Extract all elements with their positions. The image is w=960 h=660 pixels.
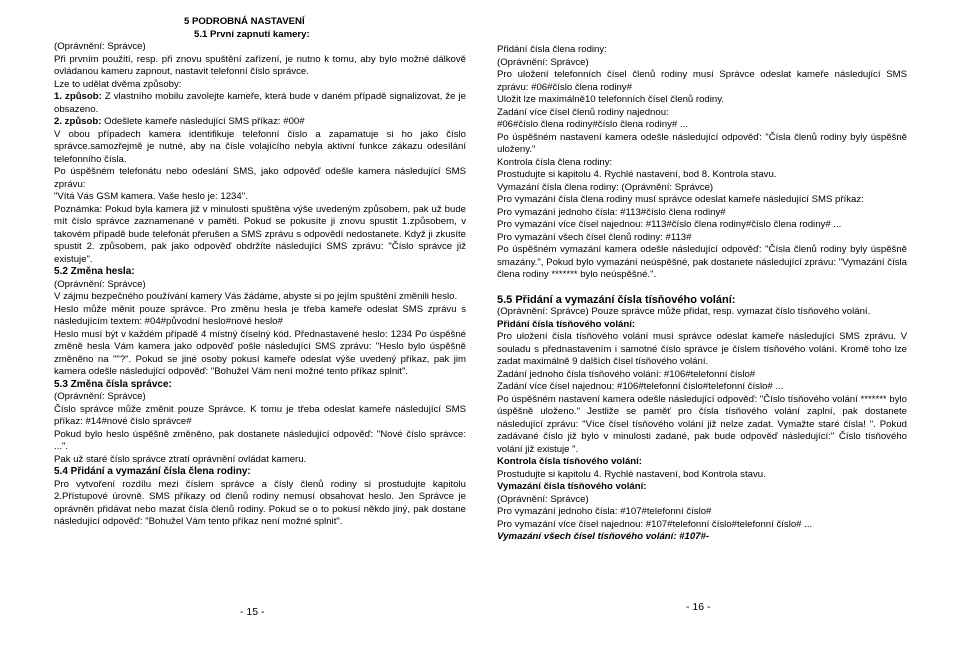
- page-number-right: - 16 -: [686, 601, 711, 613]
- paragraph: Po úspěšném nastavení kamera odešle následující odpověď: "Čísla členů rodiny byly úspěšně uloženy.": [497, 131, 907, 155]
- paragraph: Po úspěšném vymazání kamera odešle následující odpověď: "Čísla členů rodiny byly úspěšně smazány.", Pokud bylo vymazání neúspěšné, pak dostanete následující zprávu: "Vymazání čísla člena rodiny ******* bylo neúspěšné.".: [497, 244, 907, 280]
- method-2-text: Odešlete kameře následující SMS příkaz: #00#: [101, 116, 305, 127]
- paragraph: Zadání více čísel členů rodiny najednou:: [497, 106, 669, 118]
- paragraph: Heslo může měnit pouze správce. Pro změnu hesla je třeba kameře odeslat SMS zprávu s následujícím textem: #04#původní heslo#nové heslo#: [54, 303, 466, 327]
- subheading: Vymazání čísla tísňového volání:: [497, 481, 647, 492]
- right-page-column: [497, 44, 907, 544]
- paragraph: Pokud bylo heslo úspěšně změněno, pak dostanete následující odpověď: "Nové číslo správce: ...".: [54, 428, 466, 452]
- section-5-4-title: 5.4 Přidání a vymazání čísla člena rodiny:: [54, 466, 251, 477]
- subheading: Vymazání všech čísel tísňového volání: #107#-: [497, 531, 710, 542]
- section-5-5-title: 5.5 Přidání a vymazání čísla tísňového volání:: [497, 293, 736, 306]
- subheading: Přidání čísla tísňového volání:: [497, 318, 636, 330]
- note-paragraph: Poznámka: Pokud byla kamera již v minulosti spuštěna výše uvedeným způsobem, pak už bude mít číslo správce zaznamenané v paměti. Pokud se pokusíte ji znovu spustit 1.způsobem, v takovém případě bude telefonát přerušen a SMS zprávu s odpovědí nedostanete. Když ji zkusíte spustit 2. způsobem, pak jako odpověď obdržíte následující SMS zprávu: "Číslo správce již existuje".: [54, 203, 466, 265]
- paragraph: Heslo musí být v každém případě 4 místný číselný kód. Přednastavené heslo: 1234 Po úspěšné změně hesla Vám kamera jako odpověď pošle následující SMS zprávu: "Heslo bylo úspěšně změněno na ""?". Pokud se jiné osoby pokusí kameře odeslat výše uvedený příkaz, pak jim kamera odešle následující odpověď: "Bohužel Vám není možné tento příkaz splnit".: [54, 328, 466, 377]
- permission-note: (Oprávnění: Správce) Pouze správce může přidat, resp. vymazat číslo tísňového volání.: [497, 306, 871, 317]
- chapter-title: 5 PODROBNÁ NASTAVENÍ: [184, 16, 305, 27]
- paragraph: Zadání více čísel najednou: #106#telefonní číslo#telefonní číslo# ...: [497, 381, 784, 392]
- section-5-3-title: 5.3 Změna čísla správce:: [54, 378, 172, 390]
- paragraph: Pro vytvoření rozdílu mezi číslem správce a čísly členů rodiny si prostudujte kapitolu 2.Přístupové úrovně. SMS příkazy od členů rodiny nemusí obsahovat heslo. Jen Správce je oprávněn přidávat nebo mazat čísla členů rodiny. Pokud se o to pokusí někdo jiný, pak dostane následující odpověď: "Bohužel Vám tento příkaz není možné splnit".: [54, 478, 466, 527]
- permission-note: (Oprávnění: Správce): [54, 278, 146, 290]
- paragraph: Číslo správce může změnit pouze Správce. K tomu je třeba odeslat kameře následující SMS příkaz: #14#nové číslo správce#: [54, 403, 466, 427]
- paragraph: #06#číslo člena rodiny#číslo člena rodiny# ...: [497, 119, 688, 130]
- method-1-paragraph: [54, 91, 466, 116]
- paragraph: Prostudujte si kapitolu 4. Rychlé nastavení, bod Kontrola stavu.: [497, 468, 766, 480]
- paragraph: V obou případech kamera identifikuje telefonní číslo a zapamatuje si ho jako číslo správce.samozřejmě je nutné, aby na čísle volajícího nebyla aktivní funkce zákazu odesílání telefonního čísla.: [54, 128, 466, 165]
- paragraph: Pro vymazání čísla člena rodiny musí správce odeslat kameře následující SMS příkaz:: [497, 194, 864, 205]
- paragraph: Vymazání čísla člena rodiny: (Oprávnění: Správce): [497, 181, 714, 193]
- method-2-label: 2. způsob:: [54, 116, 102, 127]
- paragraph: Pro vymazání všech čísel členů rodiny: #113#: [497, 231, 692, 243]
- section-5-2-title: 5.2 Změna hesla:: [54, 266, 135, 277]
- paragraph: Lze to udělat dvěma způsoby:: [54, 78, 182, 90]
- method-2-paragraph: [54, 116, 466, 129]
- left-page-column: [54, 16, 466, 529]
- subheading: Kontrola čísla tísňového volání:: [497, 456, 642, 467]
- paragraph: Přidání čísla člena rodiny:: [497, 44, 607, 55]
- permission-note: (Oprávnění: Správce): [497, 493, 589, 505]
- paragraph: Pro vymazání jednoho čísla: #113#číslo člena rodiny#: [497, 206, 726, 218]
- section-5-1-title: 5.1 První zapnutí kamery:: [194, 28, 310, 40]
- paragraph: Pro uložení telefonních čísel členů rodiny musí Správce odeslat kameře následující SMS zprávu: #06#číslo člena rodiny#: [497, 69, 907, 93]
- method-1-label: 1. způsob:: [54, 91, 102, 102]
- paragraph: Po úspěšném telefonátu nebo odeslání SMS, jako odpověď odešle kamera následující SMS zprávu:: [54, 166, 466, 190]
- paragraph: "Vítá Vás GSM kamera. Vaše heslo je: 1234".: [54, 191, 248, 202]
- paragraph: Pro uložení čísla tísňového volání musí správce odeslat kameře následující SMS zprávu. V souladu s přednastavením i samotné číslo správce je číslem tísňového volání. Kromě toho lze zadat maximálně 9 dalších čísel tísňového volání.: [497, 331, 907, 367]
- paragraph: Pro vymazání více čísel najednou: #113#číslo člena rodiny#číslo člena rodiny# ...: [497, 219, 842, 230]
- paragraph: Pak už staré číslo správce ztratí oprávnění ovládat kameru.: [54, 453, 307, 465]
- paragraph: Zadání jednoho čísla tísňového volání: #106#telefonní číslo#: [497, 368, 756, 380]
- paragraph: Prostudujte si kapitolu 4. Rychlé nastavení, bod 8. Kontrola stavu.: [497, 169, 777, 180]
- permission-note: (Oprávnění: Správce): [54, 391, 146, 402]
- paragraph: Po úspěšném nastavení kamera odešle následující odpověď: "Číslo tísňového volání ******* bylo úspěšně uloženo." Jestliže se paměť pro čísla tísňového volání zaplní, pak dostanete následující zprávu: "Více čísel tísňového volání již nelze zadat. Vymažte staré čísla! ". Pokud zadávané číslo již bylo v minulosti zadané, pak bude odpověď následující:" Číslo tísňového volání již existuje ".: [497, 393, 907, 455]
- paragraph: Pro vymazání více čísel najednou: #107#telefonní číslo#telefonní číslo# ...: [497, 518, 813, 530]
- method-1-text: Z vlastního mobilu zavolejte kameře, která bude v daném případě signalizovat, že je obsazeno.: [54, 91, 466, 115]
- paragraph: Kontrola čísla člena rodiny:: [497, 156, 613, 168]
- paragraph: Pro vymazání jednoho čísla: #107#telefonní číslo#: [497, 506, 712, 517]
- paragraph: V zájmu bezpečného používání kamery Vás žádáme, abyste si po jejím spuštění změnili heslo.: [54, 291, 458, 302]
- paragraph: Uložit lze maximálně10 telefonních čísel členů rodiny.: [497, 94, 724, 105]
- permission-note: (Oprávnění: Správce): [54, 41, 146, 52]
- permission-note: (Oprávnění: Správce): [497, 56, 589, 68]
- page-number-left: - 15 -: [240, 606, 265, 618]
- paragraph: Při prvním použití, resp. při znovu spuštění zařízení, je nutno k tomu, aby bylo možné dálkově ovládanou kameru zapnout, nastavit telefonní číslo správce.: [54, 53, 466, 77]
